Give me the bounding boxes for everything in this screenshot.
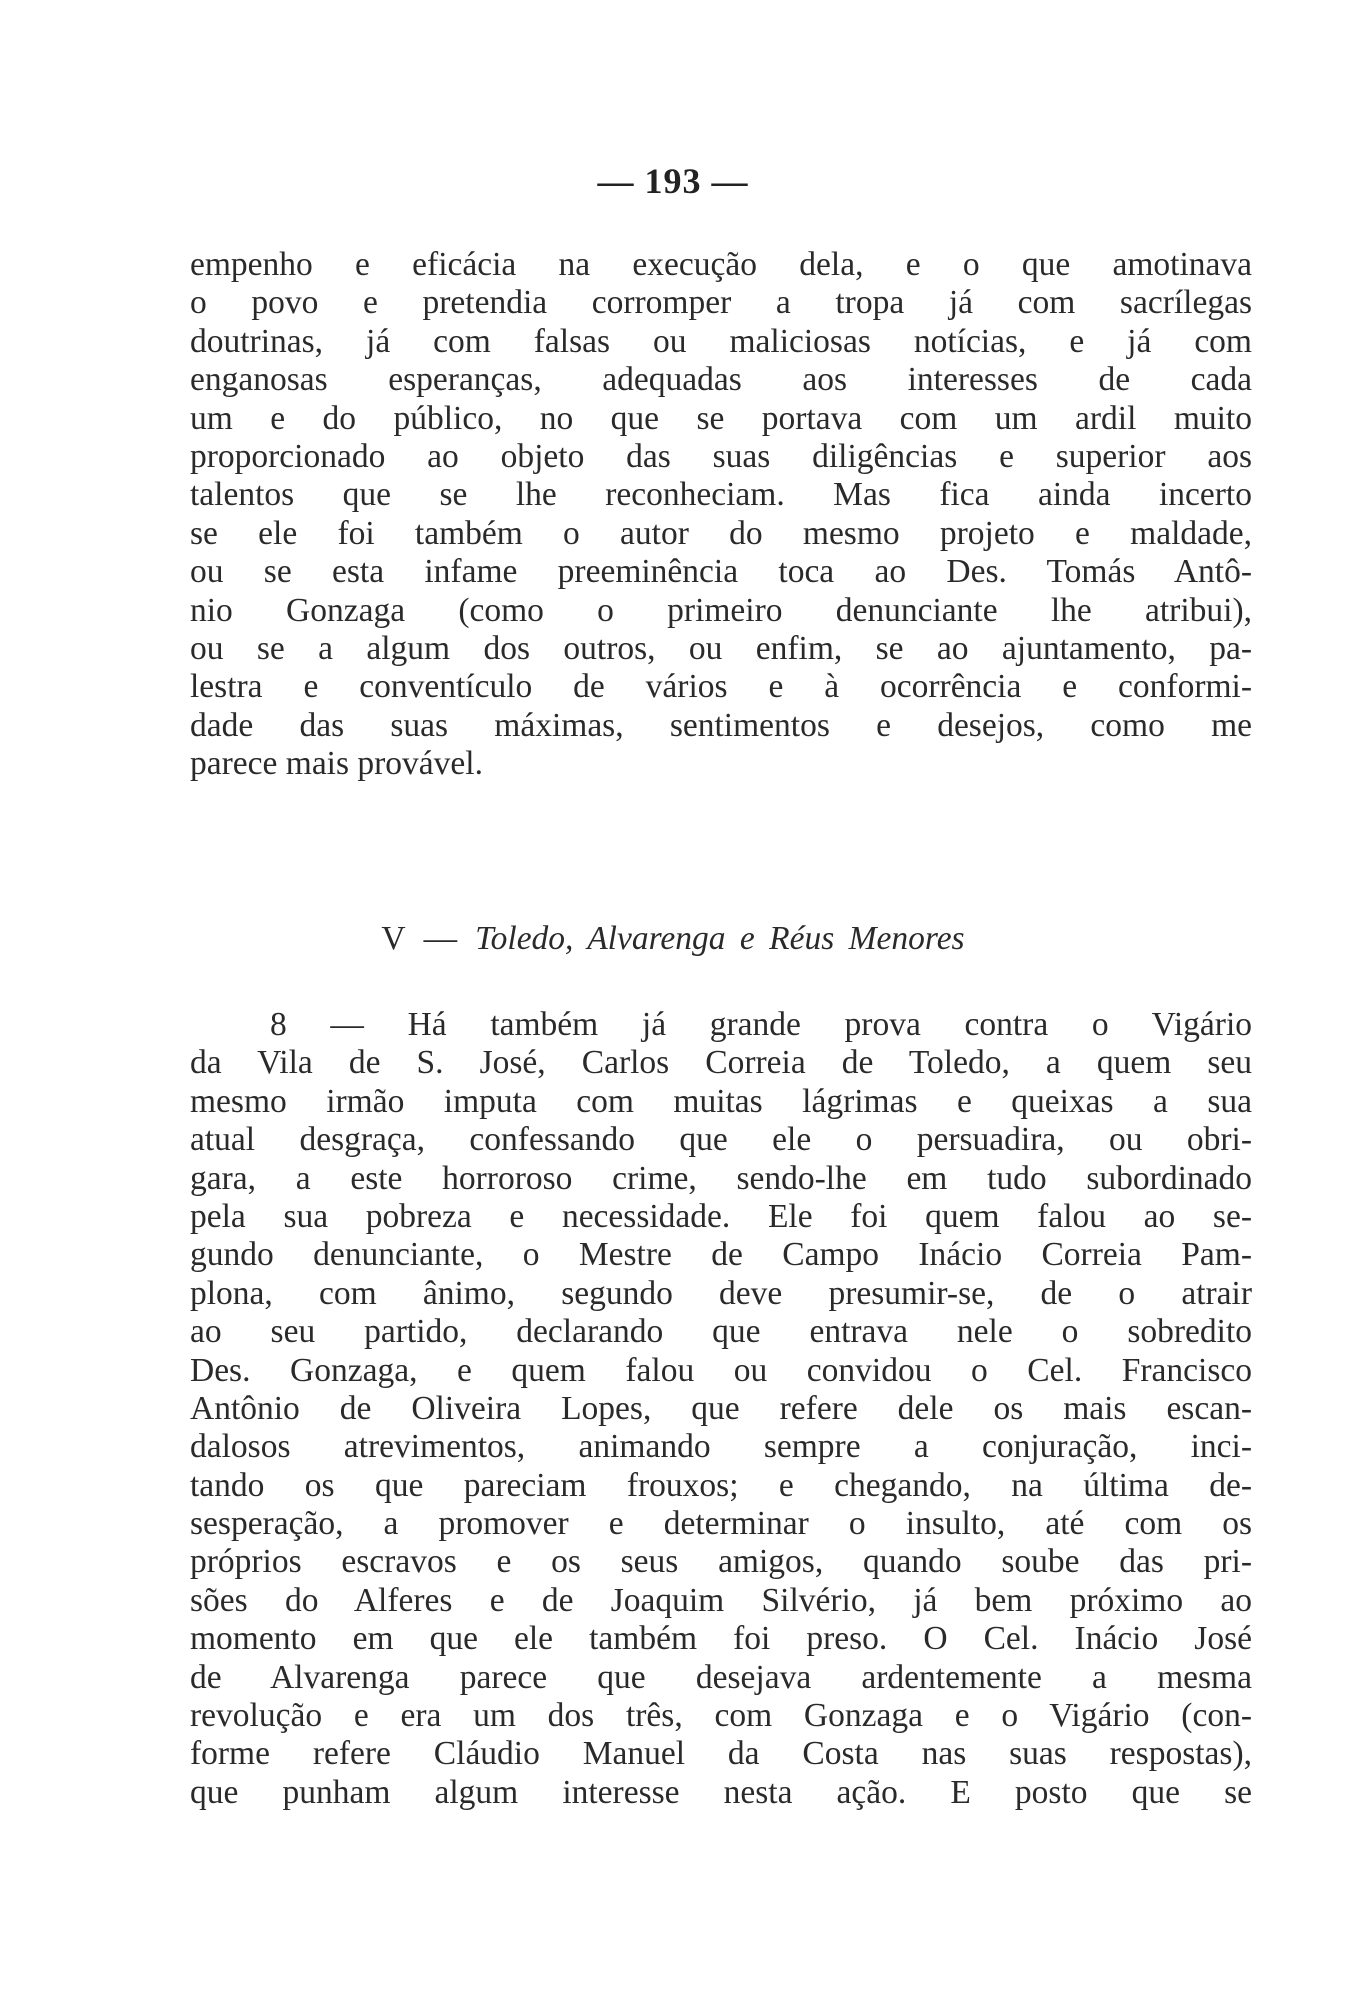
- text-line: plona, com ânimo, segundo deve presumir-se, de o atrair: [190, 1274, 1252, 1312]
- text-line: tando os que pareciam frouxos; e chegando, na última de-: [190, 1466, 1252, 1504]
- text-line: momento em que ele também foi preso. O Cel. Inácio José: [190, 1620, 1252, 1658]
- text-line: revolução e era um dos três, com Gonzaga e o Vigário (con-: [190, 1697, 1252, 1735]
- text-line: parece mais provável.: [190, 745, 483, 783]
- text-line: se ele foi também o autor do mesmo projeto e maldade,: [190, 514, 1252, 552]
- text-line: um e do público, no que se portava com um ardil muito: [190, 399, 1252, 437]
- text-line: proporcionado ao objeto das suas diligências e superior aos: [190, 437, 1252, 475]
- text-line: pela sua pobreza e necessidade. Ele foi quem falou ao se-: [190, 1197, 1252, 1235]
- section-title: Toledo, Alvarenga e Réus Menores: [475, 920, 965, 957]
- text-line: forme refere Cláudio Manuel da Costa nas suas respostas),: [190, 1735, 1252, 1773]
- text-line: gara, a este horroroso crime, sendo-lhe em tudo subordinado: [190, 1159, 1252, 1197]
- text-line: empenho e eficácia na execução dela, e o que amotinava: [190, 246, 1252, 283]
- text-line: doutrinas, já com falsas ou maliciosas notícias, e já com: [190, 322, 1252, 360]
- text-line: ao seu partido, declarando que entrava nele o sobredito: [190, 1313, 1252, 1351]
- text-line: mesmo irmão imputa com muitas lágrimas e queixas a sua: [190, 1082, 1252, 1120]
- text-line: Antônio de Oliveira Lopes, que refere dele os mais escan-: [190, 1389, 1252, 1427]
- text-line: atual desgraça, confessando que ele o persuadira, ou obri-: [190, 1121, 1252, 1159]
- section-number: V: [381, 920, 406, 957]
- section-heading: [0, 920, 1346, 958]
- text-line: que punham algum interesse nesta ação. E posto que se: [190, 1773, 1252, 1811]
- text-line: da Vila de S. José, Carlos Correia de Toledo, a quem seu: [190, 1044, 1252, 1082]
- text-line: próprios escravos e os seus amigos, quando soube das pri-: [190, 1543, 1252, 1581]
- text-line: ou se a algum dos outros, ou enfim, se ao ajuntamento, pa-: [190, 629, 1252, 667]
- paragraph-2: [190, 1006, 1252, 1812]
- page-number: — 193 —: [597, 161, 749, 201]
- text-line: dalosos atrevimentos, animando sempre a conjuração, inci-: [190, 1428, 1252, 1466]
- text-line: dade das suas máximas, sentimentos e desejos, como me: [190, 706, 1252, 744]
- text-line: 8 — Há também já grande prova contra o Vigário: [270, 1006, 1252, 1043]
- text-line: sões do Alferes e de Joaquim Silvério, já bem próximo ao: [190, 1581, 1252, 1619]
- text-line: enganosas esperanças, adequadas aos interesses de cada: [190, 361, 1252, 399]
- text-line: de Alvarenga parece que desejava ardentemente a mesma: [190, 1658, 1252, 1696]
- text-line: lestra e conventículo de vários e à ocorrência e conformi-: [190, 668, 1252, 706]
- text-line: ou se esta infame preeminência toca ao Des. Tomás Antô-: [190, 553, 1252, 591]
- text-line: Des. Gonzaga, e quem falou ou convidou o Cel. Francisco: [190, 1351, 1252, 1389]
- text-line: gundo denunciante, o Mestre de Campo Inácio Correia Pam-: [190, 1236, 1252, 1274]
- text-line: o povo e pretendia corromper a tropa já com sacrílegas: [190, 284, 1252, 322]
- paragraph-1: [190, 246, 1252, 783]
- text-line: sesperação, a promover e determinar o insulto, até com os: [190, 1505, 1252, 1543]
- text-line: talentos que se lhe reconheciam. Mas fica ainda incerto: [190, 476, 1252, 514]
- text-line: nio Gonzaga (como o primeiro denunciante lhe atribui),: [190, 591, 1252, 629]
- section-dash: —: [423, 920, 458, 957]
